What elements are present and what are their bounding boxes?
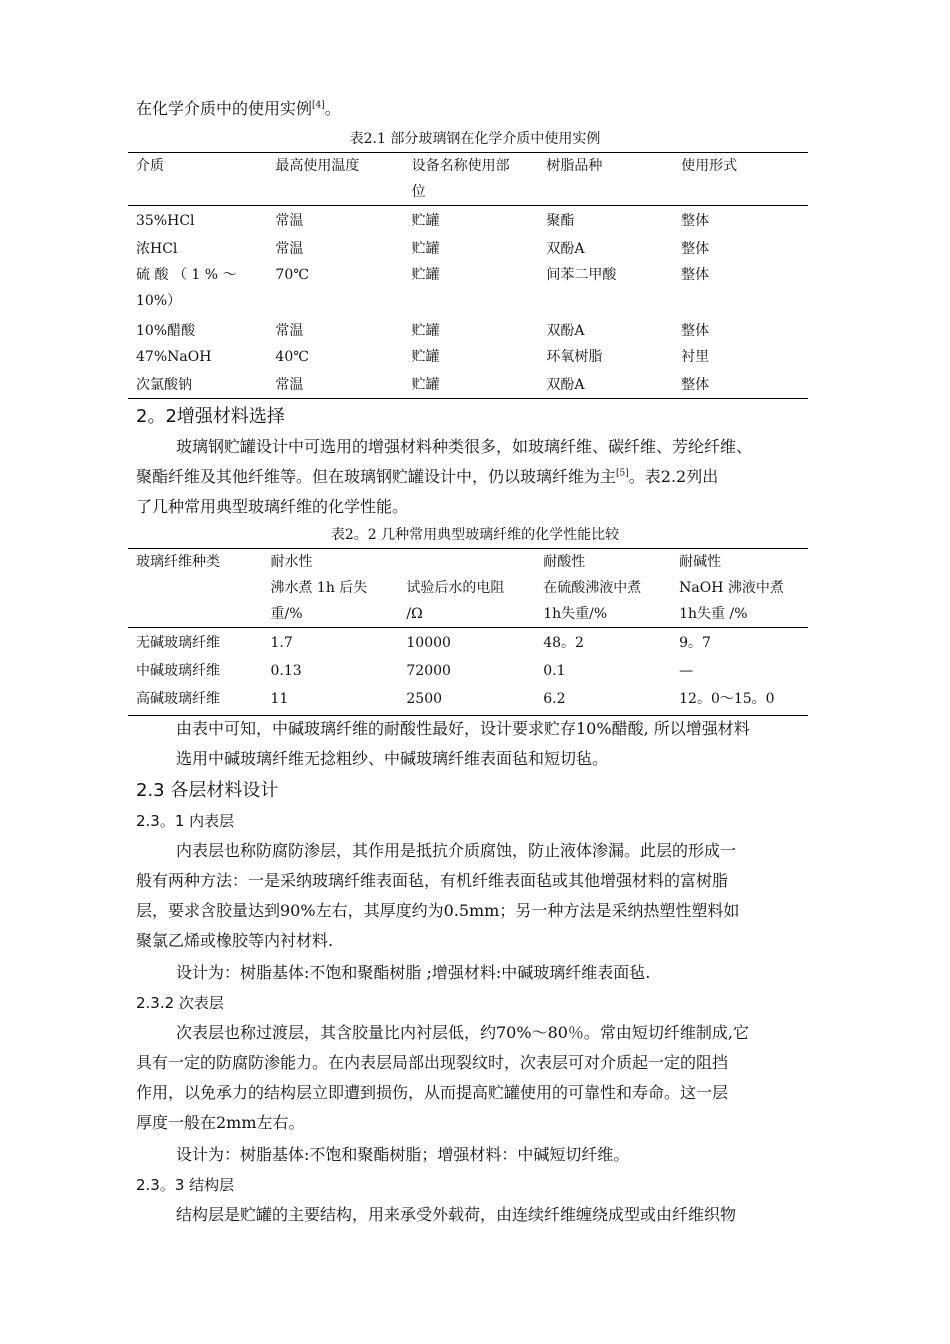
table-cell: 中碱玻璃纤维	[136, 662, 220, 679]
table-header-cell: 试验后水的电阻	[406, 580, 505, 596]
table-cell: 间苯二甲酸	[546, 266, 617, 283]
table-header-cell: 位	[404, 179, 539, 206]
table2	[128, 548, 808, 716]
paragraph-line: 设计为：树脂基体:不饱和聚酯树脂 ;增强材料:中碱玻璃纤维表面毡.	[176, 963, 651, 982]
paragraph-line: 层，要求含胶量达到90%左右，其厚度约为0.5mm；另一种方法是采纳热塑性塑料如	[136, 901, 740, 920]
paragraph-line	[136, 464, 718, 487]
table-cell: 0.13	[270, 662, 302, 679]
paragraph-line: 由表中可知，中碱玻璃纤维的耐酸性最好，设计要求贮存10%醋酸, 所以增强材料	[176, 719, 750, 738]
table-header-cell: 在硫酸沸液中煮	[543, 580, 642, 596]
table-row	[128, 344, 808, 372]
table-header-cell: 耐水性	[262, 549, 398, 576]
table-cell: 贮罐	[411, 348, 440, 365]
subsection-heading: 2.3。1 内表层	[136, 812, 235, 830]
table-cell: 贮罐	[411, 266, 440, 283]
table-cell: 双酚A	[546, 322, 585, 339]
paragraph-line: 玻璃钢贮罐设计中可选用的增强材料种类很多，如玻璃纤维、碳纤维、芳纶纤维、	[176, 437, 753, 456]
table1-caption: 表2.1 部分玻璃钢在化学介质中使用实例	[349, 131, 601, 147]
table-cell: 常温	[275, 213, 304, 229]
intro-end: 。	[324, 99, 341, 118]
table-cell: 整体	[681, 213, 710, 229]
intro-text: 在化学介质中的使用实例	[136, 99, 313, 118]
paragraph-line: 结构层是贮罐的主要结构，用来承受外载荷，由连续纤维缠绕成型或由纤维织物	[176, 1205, 737, 1224]
table-header-cell: 沸水煮 1h 后失	[270, 580, 368, 596]
paragraph-line: 设计为：树脂基体:不饱和聚酯树脂；增强材料：中碱短切纤维。	[176, 1145, 630, 1164]
table-header-cell: 玻璃纤维种类	[128, 549, 262, 576]
table-cell: 浓HCl	[136, 240, 178, 257]
paragraph-line: 了几种常用典型玻璃纤维的化学性能。	[136, 497, 409, 516]
table-header-row	[128, 601, 808, 628]
table-cell: 常温	[267, 372, 403, 399]
table-cell: 48。2	[543, 635, 584, 651]
table-cell: 10%）	[136, 292, 182, 309]
table-cell: 聚酯	[546, 213, 575, 229]
table-row	[128, 262, 808, 288]
table-row	[128, 372, 808, 399]
table-cell: 10%醋酸	[136, 322, 196, 339]
table-header-cell: 耐酸性	[535, 549, 671, 576]
section-heading: 2。2增强材料选择	[136, 406, 285, 427]
table-cell: 衬里	[681, 348, 710, 365]
subsection-heading: 2.3.2 次表层	[136, 994, 224, 1012]
paragraph-line: 选用中碱玻璃纤维无捻粗纱、中碱玻璃纤维表面毡和短切毡。	[176, 749, 609, 768]
paragraph-line: 次表层也称过渡层，其含胶量比内衬层低，约70%～80％。常由短切纤维制成,它	[176, 1023, 750, 1042]
paragraph-line: 厚度一般在2mm左右。	[136, 1113, 305, 1132]
subsection-heading: 2.3。3 结构层	[136, 1176, 235, 1194]
paragraph-line: 具有一定的防腐防渗能力。在内表层局部出现裂纹时，次表层可对介质起一定的阻挡	[136, 1053, 729, 1072]
table-row	[128, 288, 808, 318]
table-row	[128, 658, 808, 686]
table-cell: 10000	[406, 635, 451, 651]
table-header-cell: 重/%	[262, 601, 398, 628]
table-cell: 贮罐	[411, 213, 440, 229]
table-cell: 2500	[398, 686, 535, 716]
table-cell: 9。7	[679, 635, 711, 651]
table-row	[128, 628, 808, 658]
table-header-cell: 1h失重/%	[535, 601, 671, 628]
table-cell: 硫 酸 （ 1 % ～	[136, 266, 237, 283]
table-header-cell	[398, 549, 535, 576]
table-cell: 1.7	[270, 635, 293, 651]
table-header-cell: 最高使用温度	[267, 153, 403, 180]
table-cell: 35%HCl	[136, 213, 195, 229]
table-header-cell: 树脂品种	[538, 153, 673, 180]
table-cell: 整体	[681, 322, 710, 339]
table-cell: 常温	[275, 322, 304, 339]
table-header-cell: 介质	[128, 153, 267, 180]
paragraph-line: 内表层也称防腐防渗层，其作用是抵抗介质腐蚀，防止液体渗漏。此层的形成一	[176, 841, 737, 860]
table-cell: 贮罐	[404, 372, 539, 399]
table-cell: 70℃	[275, 266, 309, 283]
paragraph-text: 聚酯纤维及其他纤维等。但在玻璃钢贮罐设计中，仍以玻璃纤维为主	[136, 467, 617, 486]
table-row	[128, 236, 808, 262]
table-header-cell: 耐碱性	[671, 549, 808, 576]
table-header-cell: 使用形式	[673, 153, 808, 180]
section-heading: 2.3 各层材料设计	[136, 780, 279, 801]
paragraph-line: 作用，以免承力的结构层立即遭到损伤，从而提高贮罐使用的可靠性和寿命。这一层	[136, 1083, 729, 1102]
table-cell: 双酚A	[546, 240, 585, 257]
table-cell: 贮罐	[411, 322, 440, 339]
table-cell: 整体	[673, 372, 808, 399]
table-header-cell: NaOH 沸液中煮	[679, 580, 784, 596]
table-cell: 次氯酸钠	[128, 372, 267, 399]
table-header-row	[128, 179, 808, 206]
table2-caption: 表2。2 几种常用典型玻璃纤维的化学性能比较	[330, 527, 620, 543]
citation-ref: [4]	[312, 100, 325, 111]
paragraph-line: 般有两种方法：一是采纳玻璃纤维表面毡，有机纤维表面毡或其他增强材料的富树脂	[136, 871, 729, 890]
table-cell: 整体	[681, 266, 710, 283]
paragraph-line: 聚氯乙烯或橡胶等内衬材料.	[136, 931, 334, 950]
table-header-row	[128, 575, 808, 601]
table-cell: —	[679, 662, 694, 679]
intro-line	[136, 96, 341, 119]
table-row	[128, 318, 808, 344]
table-header-row	[128, 549, 808, 576]
table-cell: 6.2	[535, 686, 671, 716]
table-cell: 12。0～15。0	[671, 686, 808, 716]
table-cell: 0.1	[543, 662, 566, 679]
table-row	[128, 206, 808, 236]
table-cell: 环氧树脂	[546, 348, 603, 365]
table-cell: 贮罐	[411, 240, 440, 257]
table-cell: 高碱玻璃纤维	[128, 686, 262, 716]
table-cell: 整体	[681, 240, 710, 257]
table-header-cell: 1h失重 /%	[671, 601, 808, 628]
paragraph-text: 。表2.2列出	[628, 467, 719, 486]
citation-ref: [5]	[616, 468, 629, 479]
table-row	[128, 686, 808, 716]
table-header-row	[128, 153, 808, 180]
table-cell: 11	[262, 686, 398, 716]
table-cell: 无碱玻璃纤维	[136, 635, 220, 651]
table-header-cell: /Ω	[398, 601, 535, 628]
table1	[128, 152, 808, 399]
table-cell: 双酚A	[538, 372, 673, 399]
table-cell: 40℃	[275, 348, 309, 365]
table-cell: 47%NaOH	[136, 348, 212, 365]
table-cell: 常温	[275, 240, 304, 257]
table-cell: 72000	[406, 662, 451, 679]
table-header-cell: 设备名称使用部	[404, 153, 539, 180]
